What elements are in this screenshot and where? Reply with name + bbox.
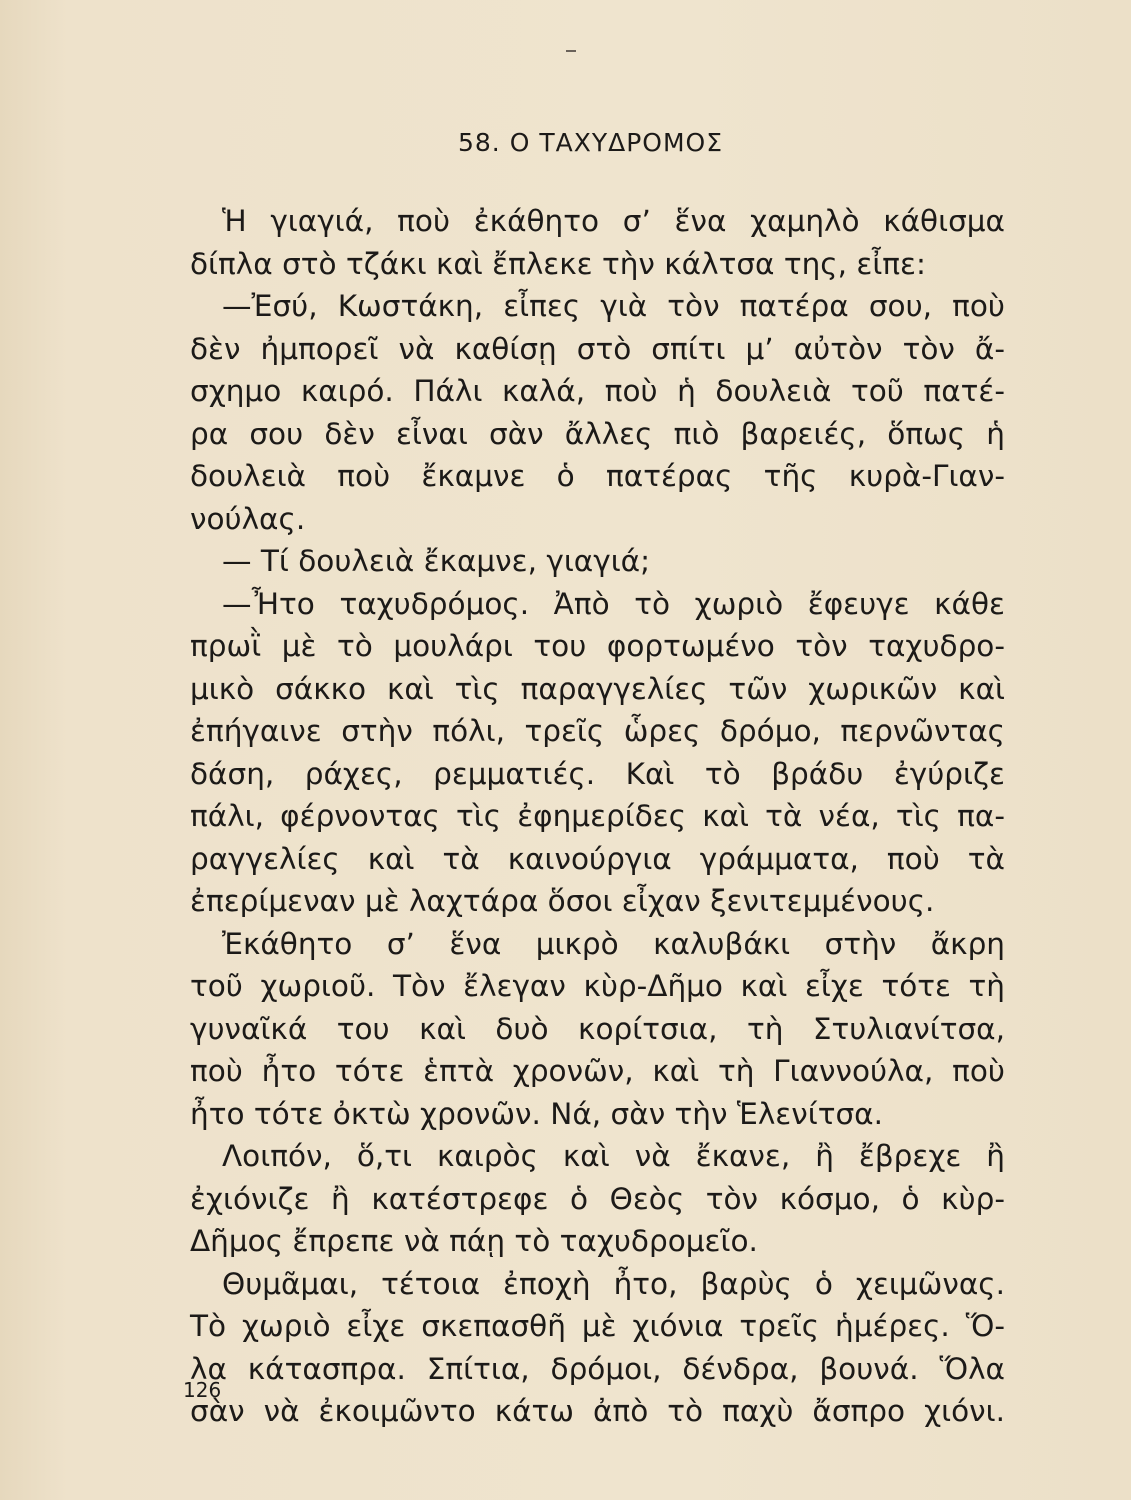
chapter-title: 58. Ο ΤΑΧΥΔΡΟΜΟΣ [458,128,723,157]
text-line: Τὸ χωριὸ εἶχε σκεπασθῆ μὲ χιόνια τρεῖς ἡμέρες. Ὅ- [190,1309,1005,1343]
text-line: ποὺ ἦτο τότε ἑπτὰ χρονῶν, καὶ τὴ Γιαννούλα, ποὺ [190,1054,1005,1088]
text-line: δὲν ἠμπορεῖ νὰ καθίσῃ στὸ σπίτι μ’ αὐτὸν τὸν ἄ- [190,331,1005,366]
text-line: δίπλα στὸ τζάκι καὶ ἔπλεκε τὴν κάλτσα της, εἶπε: [190,246,926,281]
text-line: πάλι, φέρνοντας τὶς ἐφημερίδες καὶ τὰ νέα, τὶς πα- [190,799,1005,833]
text-line: ρα σου δὲν εἶναι σὰν ἄλλες πιὸ βαρειές, ὅπως ἡ [190,416,1005,451]
text-line: — Τί δουλειὰ ἔκαμνε, γιαγιά; [222,544,651,578]
text-line: Θυμᾶμαι, τέτοια ἐποχὴ ἦτο, βαρὺς ὁ χειμῶνας. [222,1266,1005,1301]
text-line: τοῦ χωριοῦ. Τὸν ἔλεγαν κὺρ-Δῆμο καὶ εἶχε τότε τὴ [190,969,1005,1003]
text-line: Λοιπόν, ὅ,τι καιρὸς καὶ νὰ ἔκανε, ἢ ἔβρεχε ἢ [222,1139,1005,1173]
printer-mark [566,50,576,52]
text-line: πρωῒ μὲ τὸ μουλάρι του φορτωμένο τὸν ταχυδρο- [190,629,1005,663]
text-line: σὰν νὰ ἐκοιμῶντο κάτω ἀπὸ τὸ παχὺ ἄσπρο χιόνι. [190,1394,1005,1428]
text-line: ἦτο τότε ὀκτὼ χρονῶν. Νά, σὰν τὴν Ἑλενίτσα. [190,1096,883,1131]
text-line: σχημο καιρό. Πάλι καλά, ποὺ ἡ δουλειὰ τοῦ πατέ- [190,374,1005,408]
text-line: γυναῖκά του καὶ δυὸ κορίτσια, τὴ Στυλιανίτσα, [190,1011,1005,1046]
text-line: —Ἐσύ, Κωστάκη, εἶπες γιὰ τὸν πατέρα σου, ποὺ [222,289,1005,323]
text-line: ραγγελίες καὶ τὰ καινούργια γράμματα, ποὺ τὰ [190,841,1005,876]
text-line: ἐπήγαινε στὴν πόλι, τρεῖς ὧρες δρόμο, περνῶντας [190,714,1005,748]
text-line: ἐπερίμεναν μὲ λαχτάρα ὅσοι εἶχαν ξενιτεμμένους. [190,884,935,918]
text-line: δουλειὰ ποὺ ἔκαμνε ὁ πατέρας τῆς κυρὰ-Γιαν- [190,459,1005,493]
text-line: νούλας. [190,501,306,536]
text-line: —Ἦτο ταχυδρόμος. Ἀπὸ τὸ χωριὸ ἔφευγε κάθε [222,586,1005,621]
text-line: ἐχιόνιζε ἢ κατέστρεφε ὁ Θεὸς τὸν κόσμο, ὁ κὺρ- [190,1181,1005,1216]
text-line: μικὸ σάκκο καὶ τὶς παραγγελίες τῶν χωρικῶν καὶ [190,671,1005,706]
text-line: Ἡ γιαγιά, ποὺ ἐκάθητο σ’ ἕνα χαμηλὸ κάθισμα [222,204,1005,238]
page-number: 126 [183,1378,222,1402]
text-line: λα κάτασπρα. Σπίτια, δρόμοι, δένδρα, βουνά. Ὅλα [190,1351,1005,1386]
text-line: Δῆμος ἔπρεπε νὰ πάῃ τὸ ταχυδρομεῖο. [190,1224,758,1258]
text-line: Ἐκάθητο σ’ ἕνα μικρὸ καλυβάκι στὴν ἄκρη [222,926,1005,961]
body-text [190,200,1005,1433]
text-line: δάση, ράχες, ρεμματιές. Καὶ τὸ βράδυ ἐγύριζε [190,756,1005,791]
